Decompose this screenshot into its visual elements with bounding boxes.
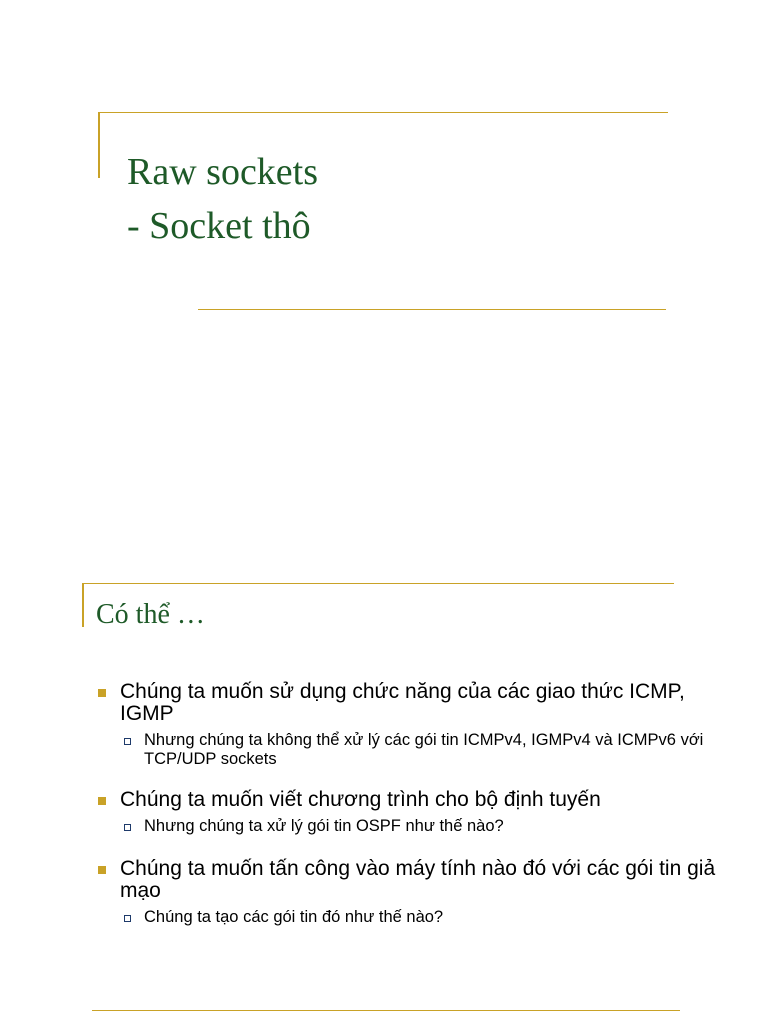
title-line-2: - Socket thô <box>127 205 311 247</box>
bottom-accent-rule <box>198 309 666 310</box>
bullet-item <box>96 681 716 769</box>
square-bullet-icon <box>98 689 106 697</box>
bullet-list <box>96 681 716 941</box>
sub-bullet-item <box>120 908 716 927</box>
sub-bullet-item <box>120 731 716 769</box>
sub-bullet-item <box>120 817 716 836</box>
slide2-top-accent-rule <box>82 583 674 584</box>
bullet-text: Chúng ta muốn viết chương trình cho bộ định tuyến <box>120 788 601 811</box>
sub-bullet-text: Nhưng chúng ta xử lý gói tin OSPF như thế nào? <box>144 817 504 835</box>
sub-bullet-text: Nhưng chúng ta không thể xử lý các gói tin ICMPv4, IGMPv4 và ICMPv6 với TCP/UDP sockets <box>144 731 704 768</box>
bullet-item <box>96 858 716 927</box>
square-bullet-icon <box>98 866 106 874</box>
slide-title <box>127 145 318 253</box>
hollow-square-bullet-icon <box>124 738 131 745</box>
left-accent-rule <box>98 112 100 178</box>
hollow-square-bullet-icon <box>124 915 131 922</box>
title-line-1: Raw sockets <box>127 151 319 193</box>
bullet-text: Chúng ta muốn sử dụng chức năng của các giao thức ICMP, IGMP <box>120 680 685 725</box>
sub-bullet-text: Chúng ta tạo các gói tin đó như thế nào? <box>144 908 444 926</box>
bullet-text: Chúng ta muốn tấn công vào máy tính nào đó với các gói tin giả mạo <box>120 857 716 902</box>
hollow-square-bullet-icon <box>124 824 131 831</box>
slide2-title: Có thể … <box>96 599 205 630</box>
slide2-left-accent-rule <box>82 583 84 627</box>
top-accent-rule <box>98 112 668 113</box>
square-bullet-icon <box>98 797 106 805</box>
slide2-bottom-accent-rule <box>92 1010 680 1011</box>
bullet-item <box>96 789 716 836</box>
